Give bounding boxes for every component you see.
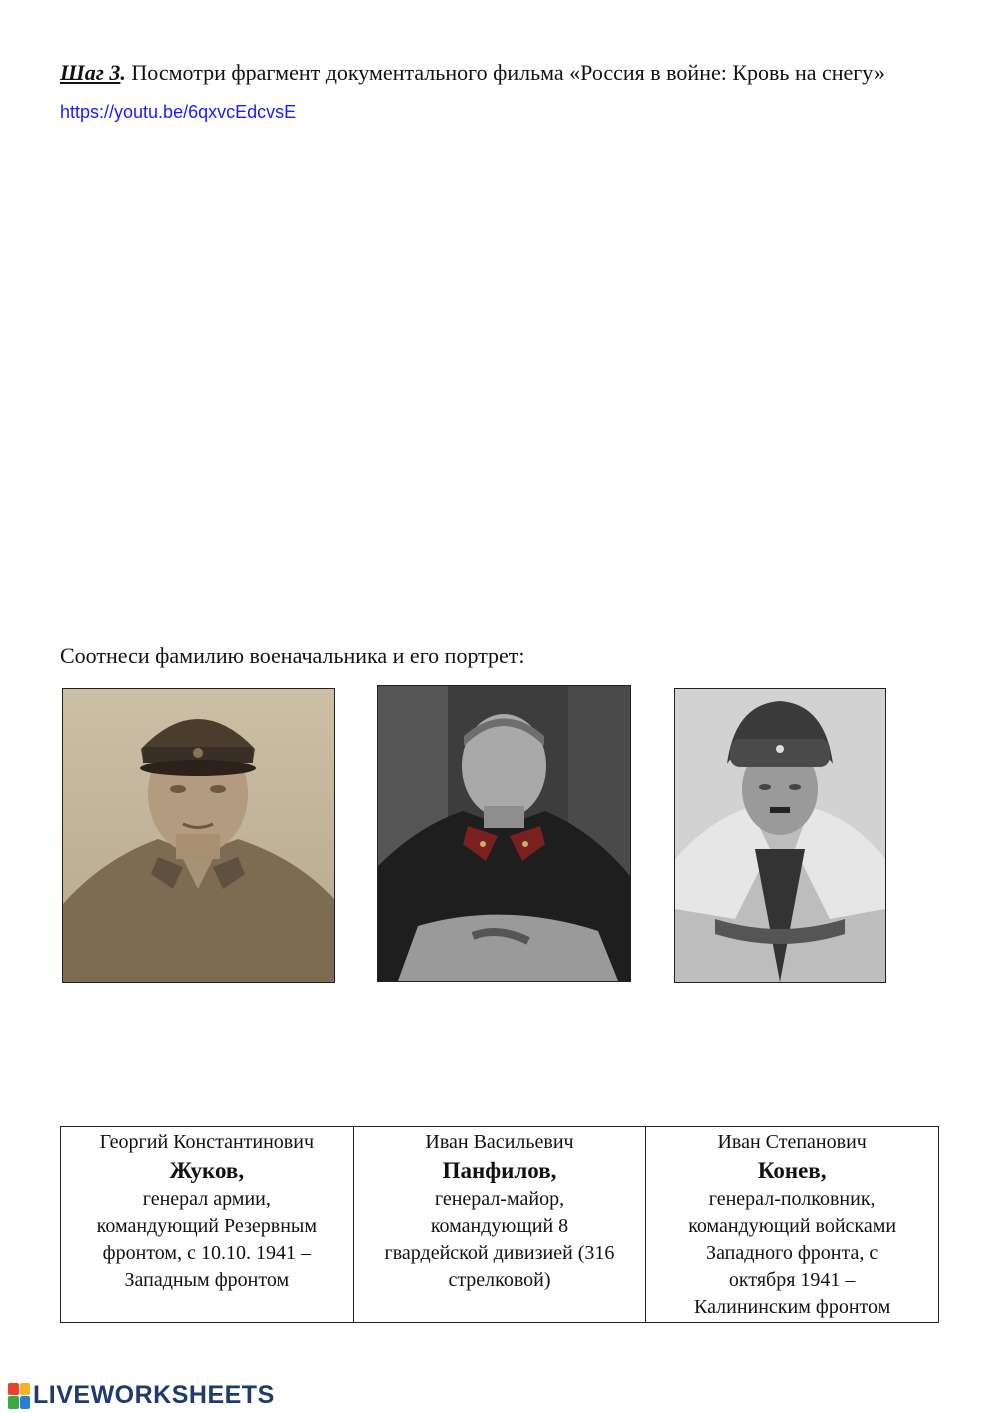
step-label: Шаг 3 [60,60,121,85]
commander-cell-panfilov[interactable] [353,1127,646,1323]
commanders-table [60,1126,939,1323]
commander-desc-line: генерал армии, [142,1188,271,1210]
commander-first-name: Георгий Константинович [99,1131,315,1153]
logo-square [20,1383,31,1396]
commander-cell-konev[interactable] [646,1127,939,1323]
commander-cell-zhukov[interactable] [61,1127,354,1323]
logo-square [20,1396,31,1409]
commander-desc-line: стрелковой) [448,1269,551,1291]
portrait-1[interactable] [62,688,335,983]
commander-first-name: Иван Степанович [717,1131,867,1153]
brand-name: LIVEWORKSHEETS [33,1381,275,1409]
commander-last-name: Конев, [757,1158,827,1183]
portrait-photo-bw-fur-hat-icon [675,689,885,982]
commander-last-name: Панфилов, [442,1158,557,1183]
portrait-3[interactable] [674,688,886,983]
commander-desc-line: командующий Резервным [96,1215,317,1237]
commander-desc-line: Калининским фронтом [694,1296,891,1318]
step-dot: . [120,60,126,85]
commander-desc-line: командующий войсками [688,1215,897,1237]
commander-last-name: Жуков, [169,1158,245,1183]
instruction-text: Соотнеси фамилию военачальника и его портрет: [60,643,525,668]
commander-desc-line: Западным фронтом [124,1269,290,1291]
logo-square [8,1396,19,1409]
commander-desc-line: гвардейской дивизией (316 [384,1242,615,1264]
footer-logo[interactable] [8,1381,275,1410]
portrait-2[interactable] [377,685,631,982]
commander-desc-line: октября 1941 – [728,1269,856,1291]
commander-desc-line: командующий 8 [430,1215,569,1237]
video-link[interactable]: https://youtu.be/6qxvcEdcvsE [60,102,297,122]
commander-first-name: Иван Васильевич [425,1131,574,1153]
step-text: Посмотри фрагмент документального фильма «Россия в войне: Кровь на снегу» [125,60,885,85]
table-row [61,1127,939,1323]
portrait-photo-sepia-icon [63,689,334,982]
portrait-photo-bw-icon [378,686,630,981]
commander-desc-line: генерал-полковник, [708,1188,876,1210]
logo-square [8,1383,19,1396]
liveworksheets-logo-icon [8,1383,30,1409]
commander-desc-line: фронтом, с 10.10. 1941 – [102,1242,311,1264]
commander-desc-line: Западного фронта, с [706,1242,879,1264]
step-heading [60,60,885,86]
commander-desc-line: генерал-майор, [434,1188,565,1210]
